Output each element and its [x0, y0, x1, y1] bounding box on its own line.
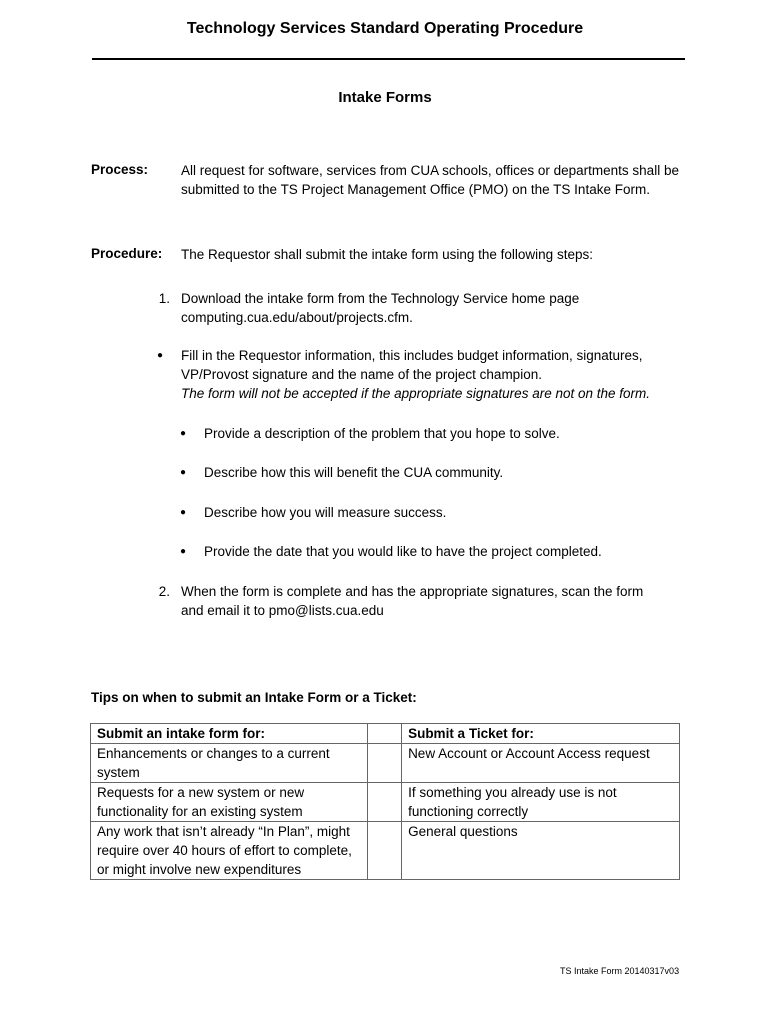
procedure-label: Procedure:: [91, 246, 163, 261]
intake-cell: Requests for a new system or new functionality for an existing system: [91, 783, 368, 822]
sub-bullet-text: Describe how this will benefit the CUA community.: [204, 465, 504, 480]
tips-table: [90, 723, 680, 880]
spacer-cell: [367, 783, 401, 822]
fill-line-2: VP/Provost signature and the name of the project champion.: [181, 367, 542, 382]
table-row: [91, 783, 680, 822]
procedure-intro: The Requestor shall submit the intake form using the following steps:: [181, 247, 593, 262]
fill-line-1: Fill in the Requestor information, this includes budget information, signatures,: [181, 348, 643, 363]
ticket-column-header: Submit a Ticket for:: [402, 724, 680, 744]
intake-form-column-header: Submit an intake form for:: [91, 724, 368, 744]
step-1-line-1: Download the intake form from the Technology Service home page: [181, 291, 580, 306]
fill-note: The form will not be accepted if the appropriate signatures are not on the form.: [181, 386, 651, 401]
sub-bullet-icon: ●: [180, 546, 187, 557]
ticket-cell: General questions: [402, 822, 680, 880]
step-1-line-2: computing.cua.edu/about/projects.cfm.: [181, 310, 413, 325]
title-divider: [92, 58, 685, 60]
sub-bullet-icon: ●: [180, 467, 187, 478]
step-2-line-1: When the form is complete and has the appropriate signatures, scan the form: [181, 584, 644, 599]
sub-bullet-icon: ●: [180, 428, 187, 439]
tips-heading: Tips on when to submit an Intake Form or a Ticket:: [91, 690, 417, 705]
ticket-cell: If something you already use is not functioning correctly: [402, 783, 680, 822]
sub-bullet-text: Provide a description of the problem that you hope to solve.: [204, 426, 560, 441]
step-2-line-2: and email it to pmo@lists.cua.edu: [181, 603, 384, 618]
document-title: Technology Services Standard Operating Procedure: [186, 20, 584, 37]
fill-bullet-icon: ●: [157, 350, 164, 361]
spacer-cell: [367, 822, 401, 880]
intake-cell: Enhancements or changes to a current system: [91, 744, 368, 783]
table-row: [91, 744, 680, 783]
step-2-marker: 2.: [158, 584, 170, 599]
step-1-marker: 1.: [158, 291, 170, 306]
document-id-footer: TS Intake Form 20140317v03: [560, 966, 680, 976]
table-header-row: [91, 724, 680, 744]
document-subtitle: Intake Forms: [338, 89, 432, 106]
ticket-cell: New Account or Account Access request: [402, 744, 680, 783]
process-label: Process:: [91, 162, 149, 177]
spacer-cell: [367, 744, 401, 783]
sub-bullet-text: Describe how you will measure success.: [204, 505, 447, 520]
spacer-cell: [367, 724, 401, 744]
sub-bullet-text: Provide the date that you would like to have the project completed.: [204, 544, 602, 559]
process-text: All request for software, services from CUA schools, offices or departments shall be submitted to the TS Project Management Office (PMO) on the TS Intake Form.: [181, 163, 679, 197]
table-row: [91, 822, 680, 880]
intake-cell: Any work that isn’t already “In Plan”, might require over 40 hours of effort to complete, or might involve new expenditures: [91, 822, 368, 880]
sub-bullet-icon: ●: [180, 507, 187, 518]
